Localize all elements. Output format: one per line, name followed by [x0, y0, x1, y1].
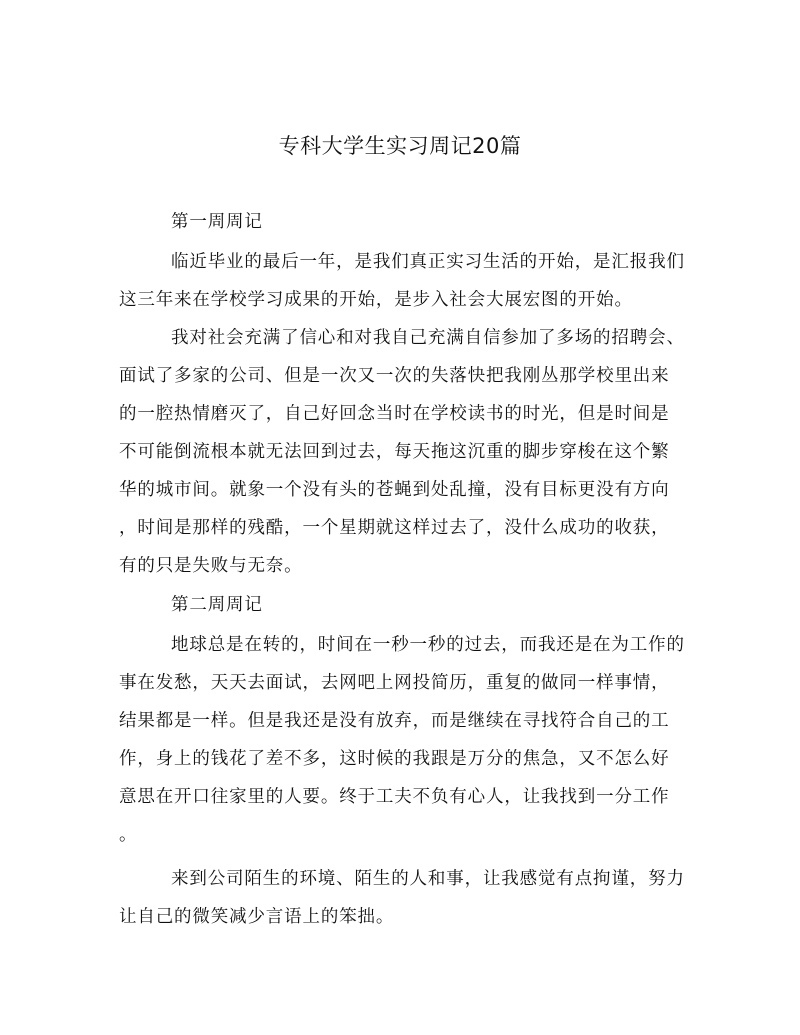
paragraph-line: 。 [119, 825, 138, 845]
paragraph-line: 来到公司陌生的环境、陌生的人和事，让我感觉有点拘谨，努力 [171, 869, 685, 889]
paragraph-line: 华的城市间。就象一个没有头的苍蝇到处乱撞，没有目标更没有方向 [119, 480, 670, 500]
paragraph-line: 结果都是一样。但是我还是没有放弃，而是继续在寻找符合自己的工 [119, 711, 670, 731]
paragraph-line: 事在发愁，天天去面试，去网吧上网投简历，重复的做同一样事情， [119, 673, 670, 693]
paragraph-line: 这三年来在学校学习成果的开始，是步入社会大展宏图的开始。 [119, 290, 633, 310]
paragraph-line: 临近毕业的最后一年，是我们真正实习生活的开始，是汇报我们 [171, 252, 685, 272]
paragraph-line: 面试了多家的公司、但是一次又一次的失落快把我刚丛那学校里出来 [119, 366, 670, 386]
paragraph-line: 有的只是失败与无奈。 [119, 556, 303, 576]
paragraph-line: 让自己的微笑减少言语上的笨拙。 [119, 907, 395, 927]
paragraph-line: 的一腔热情磨灭了，自己好回念当时在学校读书的时光，但是时间是 [119, 404, 670, 424]
heading-week-2: 第二周周记 [171, 595, 263, 615]
paragraph-line: 意思在开口往家里的人要。终于工夫不负有心人，让我找到一分工作 [119, 787, 670, 807]
paragraph-line: 作，身上的钱花了差不多，这时候的我跟是万分的焦急，又不怎么好 [119, 749, 670, 769]
document-title: 专科大学生实习周记20篇 [278, 134, 522, 158]
paragraph-line: 地球总是在转的，时间在一秒一秒的过去，而我还是在为工作的 [171, 635, 685, 655]
paragraph-line: 我对社会充满了信心和对我自己充满自信参加了多场的招聘会、 [171, 328, 685, 348]
paragraph-line: ，时间是那样的残酷，一个星期就这样过去了，没什么成功的收获， [119, 518, 670, 538]
paragraph-line: 不可能倒流根本就无法回到过去，每天拖这沉重的脚步穿梭在这个繁 [119, 442, 670, 462]
heading-week-1: 第一周周记 [171, 212, 263, 232]
